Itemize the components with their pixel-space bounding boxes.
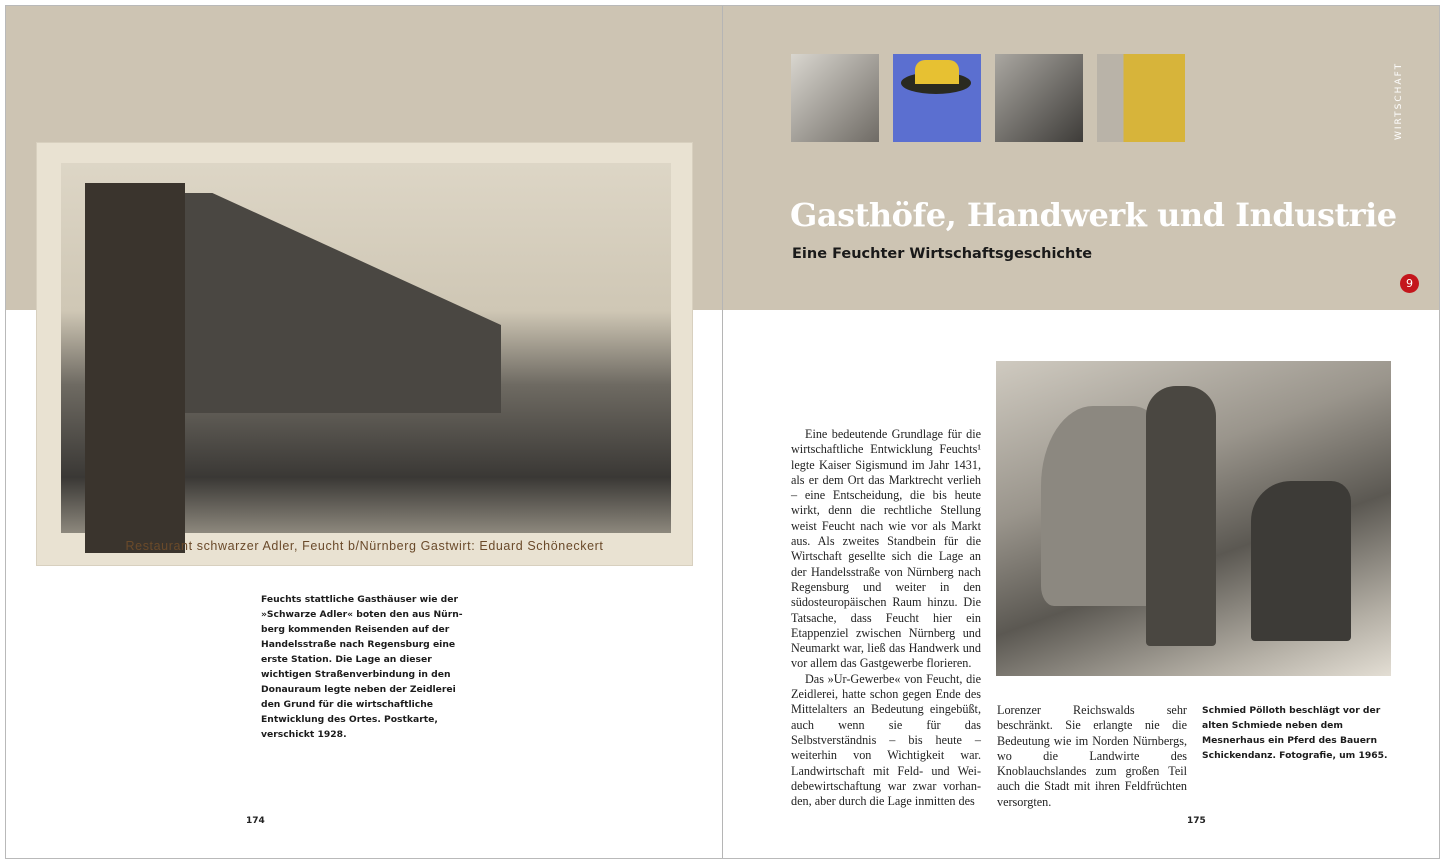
book-spread — [5, 5, 1440, 859]
smith-shape — [1251, 481, 1351, 641]
postcard-caption: Restaurant schwarzer Adler, Feucht b/Nürnberg Gastwirt: Eduard Schöneckert — [125, 539, 604, 553]
postcard-image — [36, 142, 693, 566]
chapter-title: Gasthöfe, Handwerk und Industrie — [790, 196, 1397, 234]
body-column-2 — [997, 703, 1187, 810]
thumbnail-worker — [995, 54, 1083, 142]
gutter-divider — [722, 6, 723, 858]
body-paragraph: Das »Ur-Gewerbe« von Feucht, die Zeidlerei, hatte schon gegen Ende des Mittelalters an Bedeutung eingebüßt, auch wenn sie für das Selbstverständnis – bis heute – weiterhin von Wichtigkeit war. Landwirtschaft mit Feld- und Weidebewirtschaftung war zwar vorhanden, aber durch die Lage inmitten des — [791, 671, 981, 809]
postcard-photo — [61, 163, 671, 533]
thumbnail-portrait-frame — [1097, 54, 1185, 142]
page-number-right: 175 — [1187, 816, 1206, 826]
body-column-1 — [791, 427, 981, 809]
person-shape — [1146, 386, 1216, 646]
body-paragraph: Lorenzer Reichswalds sehr beschränkt. Sie erlangte nie die Bedeutung wie im Norden Nürnbergs, wo die Landwirte des Knoblauchslandes zum großen Teil auch die Stadt mit ihren Feldfrüchten versorgten. — [997, 703, 1187, 809]
house-shape — [85, 183, 185, 553]
page-number-left: 174 — [246, 816, 265, 826]
section-label: WIRTSCHAFT — [1394, 61, 1404, 141]
blacksmith-photo — [996, 361, 1391, 676]
thumbnail-draftsman — [791, 54, 879, 142]
body-paragraph: Eine bedeutende Grundlage für die wirtschaftliche Entwicklung Feuchts¹ legte Kaiser Sigismund im Jahr 1431, als er dem Ort das Marktrecht verlieh – eine Entscheidung, die bis heute wirkt, denn die rechtliche Stellung weist Feucht nach wie vor als Markt aus. Als zweites Standbein für die Wirtschaft gesellte sich die Lage an der Handelsstraße von Nürnberg nach Regensburg und weiter in den südosteuropäischen Raum hinzu. Die Tatsache, dass Feucht hier ein Etappenziel zwischen Nürnberg und Neumarkt war, ließ das Handwerk und vor allem das Gastgewerbe florieren. — [791, 427, 981, 671]
hat-band — [915, 60, 959, 84]
roof-shape — [131, 193, 501, 413]
thumbnail-hat-illustration — [893, 54, 981, 142]
right-photo-caption: Schmied Pölloth beschlägt vor der alten Schmiede neben dem Mesnerhaus ein Pferd des Bauern Schickendanz. Fotografie, um 1965. — [1202, 705, 1388, 761]
chapter-subtitle: Eine Feuchter Wirtschaftsgeschichte — [792, 246, 1093, 262]
left-photo-caption: Feuchts stattliche Gasthäuser wie der »Schwarze Adler« boten den aus Nürnberg kommenden Reisenden auf der Handelsstraße nach Regensburg eine erste Station. Die Lage an dieser wichtigen Straßenverbindung in den Donauraum legte neben der Zeidlerei den Grund für die wirtschaftliche Entwicklung des Ortes. Postkarte, verschickt 1928. — [261, 594, 463, 740]
chapter-number-badge: 9 — [1400, 274, 1419, 293]
